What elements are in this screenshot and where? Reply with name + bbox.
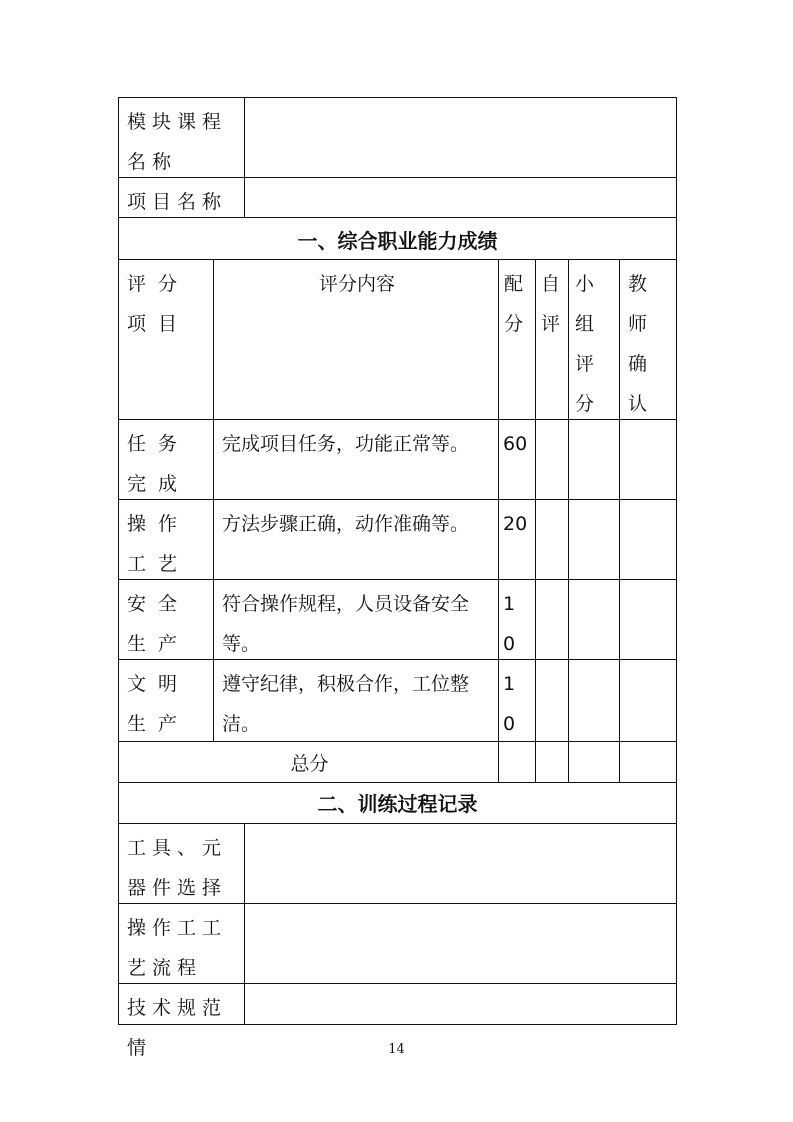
col-header-self-eval: 自评 (535, 259, 569, 420)
row1-self-eval[interactable] (535, 419, 569, 500)
row2-group-eval[interactable] (568, 499, 620, 580)
tools-selection-label-cell (118, 823, 245, 904)
col-header-teacher-confirm: 教师确认 (619, 259, 677, 420)
section1-title: 一、综合职业能力成绩 (118, 217, 677, 260)
row1-item: 任务完成 (118, 419, 214, 500)
section2-title: 二、训练过程记录 (118, 782, 677, 824)
row1-group-eval[interactable] (568, 419, 620, 500)
row4-group-eval[interactable] (568, 659, 620, 742)
total-teacher-confirm[interactable] (619, 741, 677, 783)
row2-content: 方法步骤正确，动作准确等。 (213, 499, 499, 580)
row2-self-eval[interactable] (535, 499, 569, 580)
total-group-eval[interactable] (568, 741, 620, 783)
project-name-value-cell[interactable] (244, 177, 677, 218)
row1-score: 60 (498, 419, 536, 500)
col-header-content: 评分内容 (213, 259, 499, 420)
page-number: 14 (388, 1042, 405, 1057)
process-flow-value-cell[interactable] (244, 903, 677, 984)
project-name-label-cell (118, 177, 245, 218)
row4-self-eval[interactable] (535, 659, 569, 742)
process-flow-label: 操作工工艺流程 (127, 917, 228, 979)
row4-score: 10 (498, 659, 536, 742)
row1-content: 完成项目任务，功能正常等。 (213, 419, 499, 500)
row2-score: 20 (498, 499, 536, 580)
row3-group-eval[interactable] (568, 579, 620, 660)
row3-self-eval[interactable] (535, 579, 569, 660)
module-name-value-cell[interactable] (244, 97, 677, 178)
tech-spec-value-cell[interactable] (244, 983, 677, 1025)
row4-item: 文明生产 (118, 659, 214, 742)
row4-teacher-confirm[interactable] (619, 659, 677, 742)
tools-selection-value-cell[interactable] (244, 823, 677, 904)
total-score[interactable] (498, 741, 536, 783)
total-label: 总分 (290, 753, 329, 775)
process-flow-label-cell (118, 903, 245, 984)
col-header-score: 配分 (498, 259, 536, 420)
total-self-eval[interactable] (535, 741, 569, 783)
row3-score: 10 (498, 579, 536, 660)
project-name-label: 项目名称 (127, 191, 228, 213)
tools-selection-label: 工具、元器件选择 (127, 837, 228, 899)
row4-content: 遵守纪律，积极合作，工位整洁。 (213, 659, 499, 742)
module-name-label-cell (118, 97, 245, 178)
row2-item: 操作工艺 (118, 499, 214, 580)
tech-spec-label: 技术规范情 (127, 997, 228, 1059)
row2-teacher-confirm[interactable] (619, 499, 677, 580)
module-name-label: 模块课程名称 (127, 111, 228, 173)
row3-content: 符合操作规程，人员设备安全等。 (213, 579, 499, 660)
col-header-group-eval: 小组评分 (568, 259, 620, 420)
row3-teacher-confirm[interactable] (619, 579, 677, 660)
col-header-item: 评分项目 (118, 259, 214, 420)
row3-item: 安全生产 (118, 579, 214, 660)
tech-spec-label-cell (118, 983, 245, 1059)
row1-teacher-confirm[interactable] (619, 419, 677, 500)
total-label-cell (118, 741, 499, 783)
